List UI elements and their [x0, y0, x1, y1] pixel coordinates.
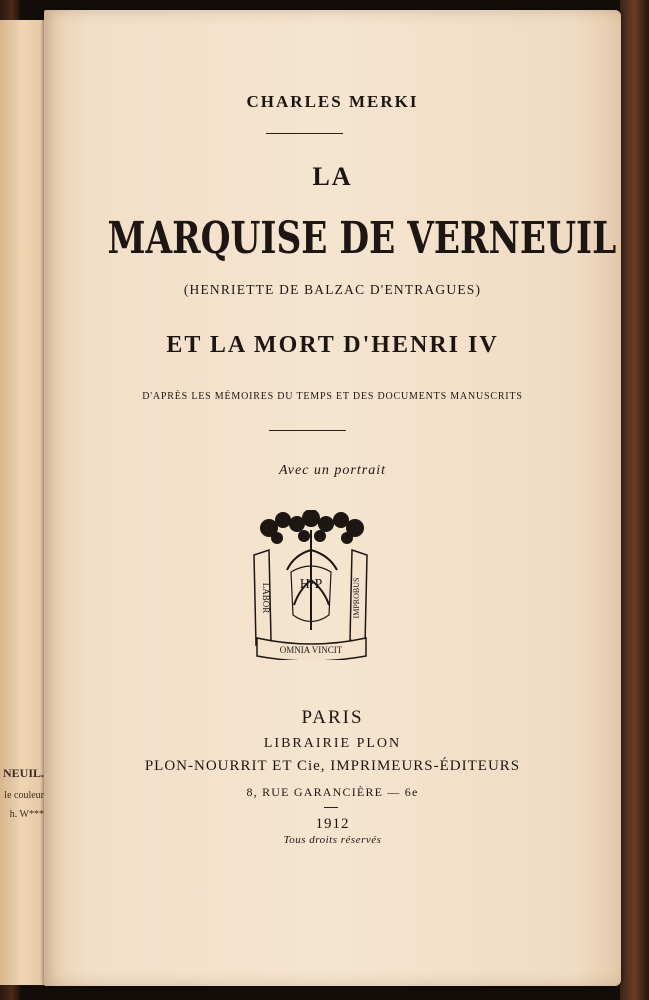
- left-page-text-1: NEUIL.: [2, 766, 44, 780]
- right-banner: [350, 550, 367, 645]
- rights-notice: Tous droits réservés: [283, 834, 382, 846]
- divider-middle: [269, 430, 346, 431]
- secondary-title: ET LA MORT D'HENRI IV: [166, 332, 499, 358]
- imprint-printers: PLON-NOURRIT ET Cie, IMPRIMEURS-ÉDITEURS: [144, 758, 521, 774]
- book-cover-edge: [620, 0, 649, 1000]
- title-article: LA: [312, 162, 353, 191]
- bottom-banner-text: OMNIA VINCIT: [279, 645, 343, 655]
- portrait-note: Avec un portrait: [279, 463, 386, 478]
- divider-top: [266, 133, 343, 134]
- divider-small: [324, 807, 338, 808]
- left-banner: [254, 550, 271, 645]
- monogram-text: H·P: [299, 577, 323, 592]
- left-page-edge: [0, 20, 45, 985]
- imprint-year: 1912: [315, 816, 350, 832]
- right-banner-text: IMPROBUS: [352, 577, 361, 619]
- left-page-text-2: le couleur: [4, 790, 44, 801]
- bottom-banner: [257, 638, 366, 660]
- left-page-text-3: h. W***: [9, 809, 44, 820]
- main-title: MARQUISE DE VERNEUIL: [107, 213, 617, 264]
- publisher-emblem: [249, 510, 374, 660]
- title-page: [44, 10, 621, 986]
- author-name: CHARLES MERKI: [246, 92, 419, 111]
- imprint-address: 8, RUE GARANCIÈRE — 6e: [246, 785, 419, 799]
- left-banner-text: LABOR: [261, 582, 271, 614]
- imprint-publisher: LIBRAIRIE PLON: [263, 736, 402, 751]
- subtitle-parenthetical: (HENRIETTE DE BALZAC D'ENTRAGUES): [183, 282, 482, 297]
- source-note: D'APRÈS LES MÉMOIRES DU TEMPS ET DES DOCUMENTS MANUSCRITS: [142, 391, 523, 402]
- imprint-city: PARIS: [301, 707, 364, 728]
